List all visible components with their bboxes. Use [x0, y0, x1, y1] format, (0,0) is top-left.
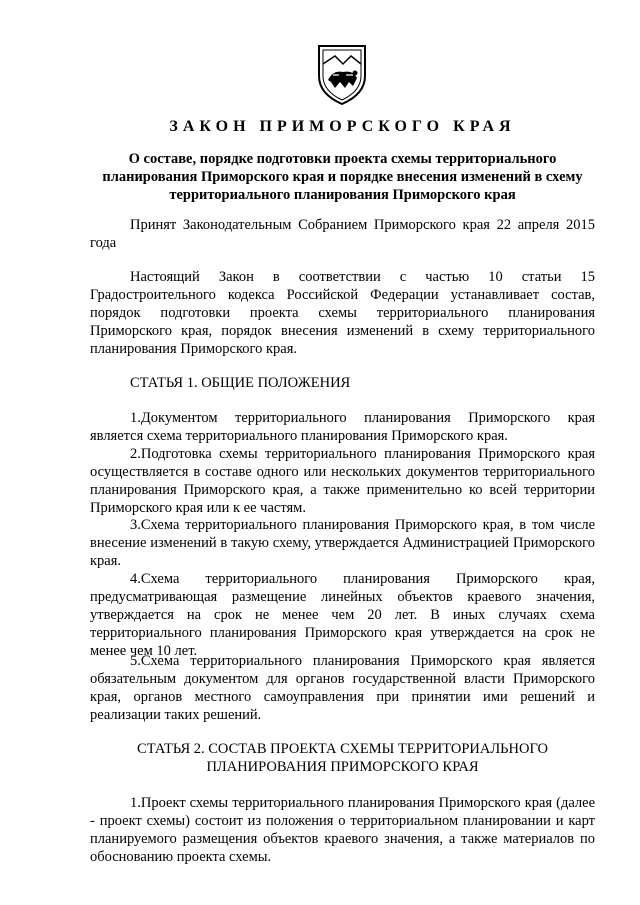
- article-1-heading: СТАТЬЯ 1. ОБЩИЕ ПОЛОЖЕНИЯ: [130, 375, 351, 391]
- article-2-heading: СТАТЬЯ 2. СОСТАВ ПРОЕКТА СХЕМЫ ТЕРРИТОРИАЛЬНОГО ПЛАНИРОВАНИЯ ПРИМОРСКОГО КРАЯ: [137, 741, 548, 775]
- article-1-item-1: 1.Документом территориального планирования Приморского края является схема территориального планирования Приморского края.: [90, 410, 595, 444]
- article-1-item-2: 2.Подготовка схемы территориального планирования Приморского края осуществляется в составе одного или нескольких документов территориального планирования Приморского края, а также применительно ко всей территории Приморского края или к ее частям.: [90, 446, 595, 516]
- article-1-item-4: 4.Схема территориального планирования Приморского края, предусматривающая размещение линейных объектов краевого значения, утверждается на срок не менее чем 20 лет. В иных случаях схема территориального планирования Приморского края утверждается на срок не менее чем 10 лет.: [90, 571, 595, 659]
- coat-of-arms-icon: [313, 42, 371, 106]
- law-title: ЗАКОН ПРИМОРСКОГО КРАЯ: [169, 118, 516, 135]
- article-1-item-5: 5.Схема территориального планирования Приморского края является обязательным документом для органов государственной власти Приморского края, органов местного самоуправления при принятии ими решений и реализации таких решений.: [90, 653, 595, 723]
- article-1-item-3: 3.Схема территориального планирования Приморского края, в том числе внесение изменений в такую схему, утверждается Администрацией Приморского края.: [90, 517, 595, 569]
- intro-paragraph: Настоящий Закон в соответствии с частью 10 статьи 15 Градостроительного кодекса Российской Федерации устанавливает состав, порядок подготовки проекта схемы территориального планирования Приморского края, порядок внесения изменений в схему территориального планирования Приморского края.: [90, 269, 595, 357]
- adoption-statement: Принят Законодательным Собранием Приморского края 22 апреля 2015 года: [90, 217, 595, 251]
- document-page: [90, 0, 595, 905]
- law-subtitle: О составе, порядке подготовки проекта схемы территориального планирования Приморского края и порядке внесения изменений в схему территориального планирования Приморского края: [102, 151, 583, 203]
- article-2-item-1: 1.Проект схемы территориального планирования Приморского края (далее - проект схемы) состоит из положения о территориальном планировании и карт планируемого размещения объектов краевого значения, а также материалов по обоснованию проекта схемы.: [90, 795, 595, 865]
